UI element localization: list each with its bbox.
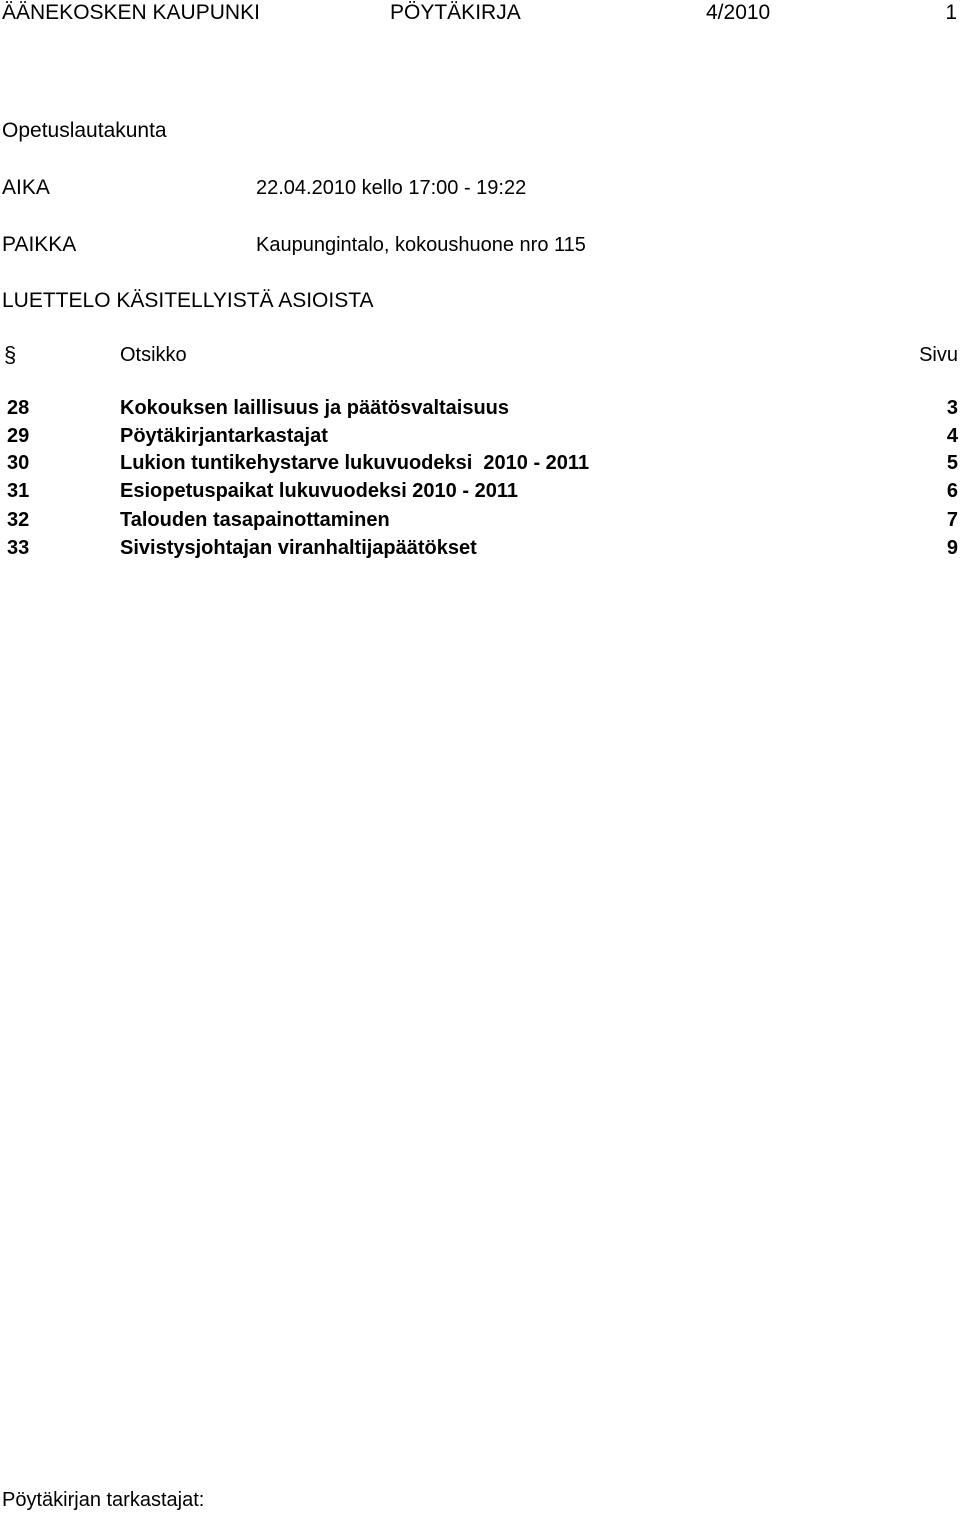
document-type: PÖYTÄKIRJA (390, 1, 521, 24)
section-sign-icon: § (4, 342, 17, 367)
item-page: 3 (946, 397, 958, 419)
item-page: 6 (946, 480, 958, 502)
item-title: Sivistysjohtajan viranhaltijapäätökset (120, 537, 477, 559)
item-number: 33 (7, 537, 30, 559)
time-label: AIKA (2, 176, 50, 199)
item-page: 4 (946, 425, 958, 447)
item-title: Lukion tuntikehystarve lukuvuodeksi 2010 - 2011 (120, 452, 590, 474)
item-title: Esiopetuspaikat lukuvuodeksi 2010 - 2011 (120, 480, 518, 502)
organization-name: ÄÄNEKOSKEN KAUPUNKI (2, 1, 260, 24)
page-number: 1 (945, 1, 957, 24)
item-page: 9 (946, 537, 958, 559)
item-title: Pöytäkirjantarkastajat (120, 425, 328, 447)
item-number: 30 (7, 452, 30, 474)
item-number: 28 (7, 397, 30, 419)
item-title: Talouden tasapainottaminen (120, 509, 390, 531)
place-value: Kaupungintalo, kokoushuone nro 115 (256, 234, 586, 256)
column-header-title: Otsikko (120, 344, 187, 366)
item-number: 32 (7, 509, 30, 531)
column-header-page: Sivu (919, 344, 958, 366)
place-label: PAIKKA (2, 233, 77, 256)
board-name: Opetuslautakunta (2, 119, 167, 142)
item-number: 31 (7, 480, 30, 502)
document-number: 4/2010 (706, 1, 771, 24)
time-value: 22.04.2010 kello 17:00 - 19:22 (256, 177, 527, 199)
item-page: 5 (946, 452, 958, 474)
list-title: LUETTELO KÄSITELLYISTÄ ASIOISTA (2, 289, 374, 312)
item-number: 29 (7, 425, 30, 447)
item-title: Kokouksen laillisuus ja päätösvaltaisuus (120, 397, 510, 419)
reviewers-label: Pöytäkirjan tarkastajat: (2, 1489, 205, 1511)
item-page: 7 (946, 509, 958, 531)
